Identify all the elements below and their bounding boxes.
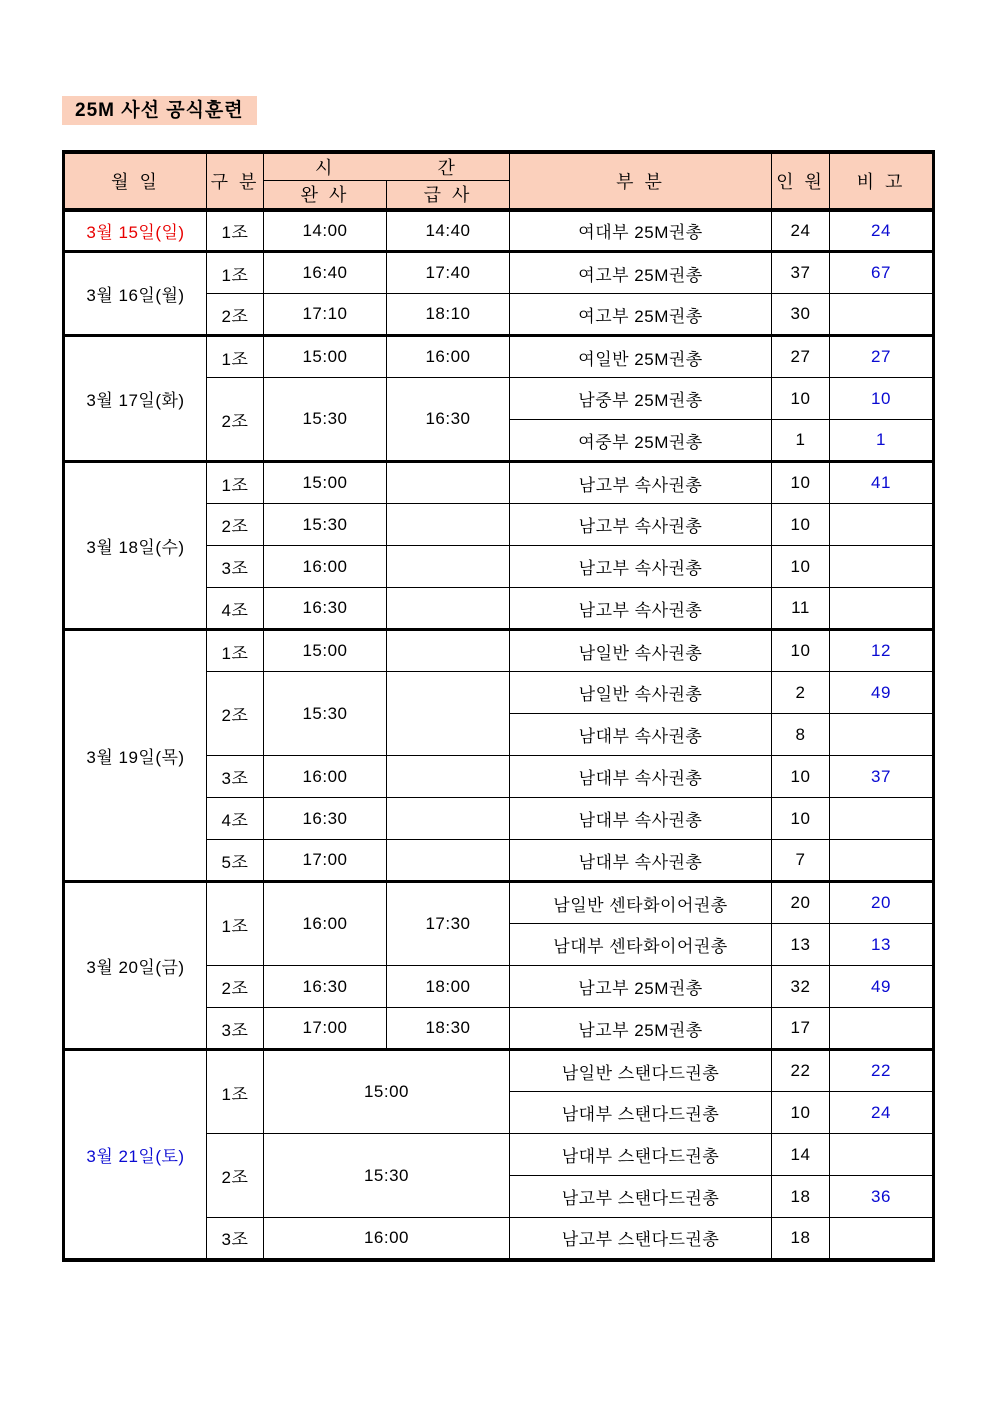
date-group-mar21 — [64, 1050, 934, 1260]
count-cell: 22 — [772, 1050, 830, 1092]
event-cell: 여중부 25M권총 — [510, 420, 772, 462]
remark-cell: 22 — [830, 1050, 934, 1092]
rapid-time-cell — [387, 588, 510, 630]
table-row — [64, 630, 934, 672]
header-remarks: 비 고 — [830, 152, 934, 210]
count-cell: 18 — [772, 1218, 830, 1260]
event-cell: 여고부 25M권총 — [510, 294, 772, 336]
date-group-mar17 — [64, 336, 934, 462]
event-cell: 남일반 센타화이어권총 — [510, 882, 772, 924]
remark-cell — [830, 1008, 934, 1050]
count-cell: 1 — [772, 420, 830, 462]
table-row — [64, 462, 934, 504]
remark-cell — [830, 546, 934, 588]
table-header — [64, 152, 934, 210]
event-cell: 남대부 스탠다드권총 — [510, 1092, 772, 1134]
count-cell: 10 — [772, 504, 830, 546]
remark-cell: 67 — [830, 252, 934, 294]
slow-time-cell: 16:30 — [264, 588, 387, 630]
group-cell: 1조 — [207, 462, 264, 504]
header-time-right: 간 — [437, 158, 458, 178]
rapid-time-cell — [387, 630, 510, 672]
group-cell: 4조 — [207, 798, 264, 840]
date-group-mar16 — [64, 252, 934, 336]
header-slow-fire: 완 사 — [264, 181, 387, 210]
rapid-time-cell — [387, 798, 510, 840]
header-section: 부 분 — [510, 152, 772, 210]
rapid-time-cell — [387, 840, 510, 882]
event-cell: 남일반 속사권총 — [510, 630, 772, 672]
remark-cell — [830, 1218, 934, 1260]
event-cell: 여고부 25M권총 — [510, 252, 772, 294]
remark-cell — [830, 840, 934, 882]
event-cell: 남고부 25M권총 — [510, 966, 772, 1008]
slow-time-cell: 15:30 — [264, 504, 387, 546]
table-row — [64, 210, 934, 252]
remark-cell: 41 — [830, 462, 934, 504]
event-cell: 남대부 센타화이어권총 — [510, 924, 772, 966]
event-cell: 남고부 스탠다드권총 — [510, 1176, 772, 1218]
remark-cell: 24 — [830, 1092, 934, 1134]
slow-time-cell: 14:00 — [264, 210, 387, 252]
event-cell: 남일반 속사권총 — [510, 672, 772, 714]
rapid-time-cell: 18:10 — [387, 294, 510, 336]
date-group-mar18 — [64, 462, 934, 630]
rapid-time-cell: 17:30 — [387, 882, 510, 966]
count-cell: 10 — [772, 1092, 830, 1134]
slow-time-cell: 16:40 — [264, 252, 387, 294]
event-cell: 남고부 스탠다드권총 — [510, 1218, 772, 1260]
slow-time-cell: 16:00 — [264, 756, 387, 798]
rapid-time-cell: 18:00 — [387, 966, 510, 1008]
merged-time-cell: 15:00 — [264, 1050, 510, 1134]
count-cell: 10 — [772, 798, 830, 840]
remark-cell: 27 — [830, 336, 934, 378]
training-schedule-table — [62, 150, 935, 1262]
group-cell: 1조 — [207, 1050, 264, 1134]
event-cell: 남대부 속사권총 — [510, 756, 772, 798]
slow-time-cell: 15:30 — [264, 378, 387, 462]
event-cell: 남대부 속사권총 — [510, 840, 772, 882]
count-cell: 10 — [772, 462, 830, 504]
remark-cell: 37 — [830, 756, 934, 798]
event-cell: 남고부 25M권총 — [510, 1008, 772, 1050]
rapid-time-cell: 16:30 — [387, 378, 510, 462]
date-cell: 3월 15일(일) — [64, 210, 207, 252]
group-cell: 1조 — [207, 210, 264, 252]
group-cell: 2조 — [207, 294, 264, 336]
rapid-time-cell — [387, 462, 510, 504]
count-cell: 24 — [772, 210, 830, 252]
header-category: 구 분 — [207, 152, 264, 210]
date-cell: 3월 17일(화) — [64, 336, 207, 462]
table-row — [64, 882, 934, 924]
remark-cell: 49 — [830, 966, 934, 1008]
remark-cell: 12 — [830, 630, 934, 672]
group-cell: 4조 — [207, 588, 264, 630]
date-cell: 3월 20일(금) — [64, 882, 207, 1050]
group-cell: 1조 — [207, 336, 264, 378]
date-group-mar20 — [64, 882, 934, 1050]
group-cell: 1조 — [207, 882, 264, 966]
event-cell: 남고부 속사권총 — [510, 546, 772, 588]
group-cell: 1조 — [207, 630, 264, 672]
remark-cell — [830, 714, 934, 756]
event-cell: 남일반 스탠다드권총 — [510, 1050, 772, 1092]
merged-time-cell: 16:00 — [264, 1218, 510, 1260]
remark-cell: 36 — [830, 1176, 934, 1218]
rapid-time-cell: 16:00 — [387, 336, 510, 378]
slow-time-cell: 17:00 — [264, 840, 387, 882]
group-cell: 3조 — [207, 546, 264, 588]
count-cell: 7 — [772, 840, 830, 882]
remark-cell — [830, 588, 934, 630]
slow-time-cell: 16:30 — [264, 798, 387, 840]
slow-time-cell: 15:30 — [264, 672, 387, 756]
header-rapid-fire: 급 사 — [387, 181, 510, 210]
count-cell: 37 — [772, 252, 830, 294]
count-cell: 32 — [772, 966, 830, 1008]
date-cell: 3월 16일(월) — [64, 252, 207, 336]
count-cell: 27 — [772, 336, 830, 378]
rapid-time-cell: 17:40 — [387, 252, 510, 294]
slow-time-cell: 15:00 — [264, 462, 387, 504]
event-cell: 여일반 25M권총 — [510, 336, 772, 378]
rapid-time-cell — [387, 756, 510, 798]
group-cell: 2조 — [207, 966, 264, 1008]
count-cell: 11 — [772, 588, 830, 630]
group-cell: 2조 — [207, 504, 264, 546]
table-row — [64, 336, 934, 378]
count-cell: 2 — [772, 672, 830, 714]
group-cell: 3조 — [207, 1008, 264, 1050]
group-cell: 2조 — [207, 378, 264, 462]
remark-cell: 24 — [830, 210, 934, 252]
group-cell: 1조 — [207, 252, 264, 294]
slow-time-cell: 16:00 — [264, 546, 387, 588]
rapid-time-cell — [387, 546, 510, 588]
slow-time-cell: 16:30 — [264, 966, 387, 1008]
table-row — [64, 1050, 934, 1092]
count-cell: 18 — [772, 1176, 830, 1218]
event-cell: 여대부 25M권총 — [510, 210, 772, 252]
remark-cell: 13 — [830, 924, 934, 966]
date-group-mar19 — [64, 630, 934, 882]
group-cell: 2조 — [207, 1134, 264, 1218]
count-cell: 10 — [772, 546, 830, 588]
remark-cell — [830, 504, 934, 546]
remark-cell: 10 — [830, 378, 934, 420]
rapid-time-cell: 14:40 — [387, 210, 510, 252]
date-cell: 3월 19일(목) — [64, 630, 207, 882]
count-cell: 8 — [772, 714, 830, 756]
date-cell: 3월 21일(토) — [64, 1050, 207, 1260]
count-cell: 17 — [772, 1008, 830, 1050]
slow-time-cell: 16:00 — [264, 882, 387, 966]
page-title: 25M 사선 공식훈련 — [62, 96, 257, 125]
header-personnel: 인 원 — [772, 152, 830, 210]
remark-cell — [830, 1134, 934, 1176]
count-cell: 10 — [772, 378, 830, 420]
remark-cell: 49 — [830, 672, 934, 714]
slow-time-cell: 17:10 — [264, 294, 387, 336]
merged-time-cell: 15:30 — [264, 1134, 510, 1218]
group-cell: 5조 — [207, 840, 264, 882]
event-cell: 남대부 스탠다드권총 — [510, 1134, 772, 1176]
slow-time-cell: 15:00 — [264, 630, 387, 672]
date-group-mar15 — [64, 210, 934, 252]
event-cell: 남대부 속사권총 — [510, 714, 772, 756]
header-month-day: 월 일 — [64, 152, 207, 210]
count-cell: 10 — [772, 630, 830, 672]
event-cell: 남고부 속사권총 — [510, 462, 772, 504]
event-cell: 남중부 25M권총 — [510, 378, 772, 420]
group-cell: 2조 — [207, 672, 264, 756]
count-cell: 20 — [772, 882, 830, 924]
count-cell: 30 — [772, 294, 830, 336]
slow-time-cell: 17:00 — [264, 1008, 387, 1050]
event-cell: 남대부 속사권총 — [510, 798, 772, 840]
group-cell: 3조 — [207, 756, 264, 798]
header-time — [264, 152, 510, 181]
table-row — [64, 252, 934, 294]
event-cell: 남고부 속사권총 — [510, 504, 772, 546]
remark-cell — [830, 798, 934, 840]
header-time-left: 시 — [315, 158, 336, 178]
remark-cell: 1 — [830, 420, 934, 462]
slow-time-cell: 15:00 — [264, 336, 387, 378]
count-cell: 10 — [772, 756, 830, 798]
date-cell: 3월 18일(수) — [64, 462, 207, 630]
event-cell: 남고부 속사권총 — [510, 588, 772, 630]
group-cell: 3조 — [207, 1218, 264, 1260]
rapid-time-cell — [387, 672, 510, 756]
count-cell: 13 — [772, 924, 830, 966]
remark-cell: 20 — [830, 882, 934, 924]
rapid-time-cell: 18:30 — [387, 1008, 510, 1050]
remark-cell — [830, 294, 934, 336]
count-cell: 14 — [772, 1134, 830, 1176]
rapid-time-cell — [387, 504, 510, 546]
